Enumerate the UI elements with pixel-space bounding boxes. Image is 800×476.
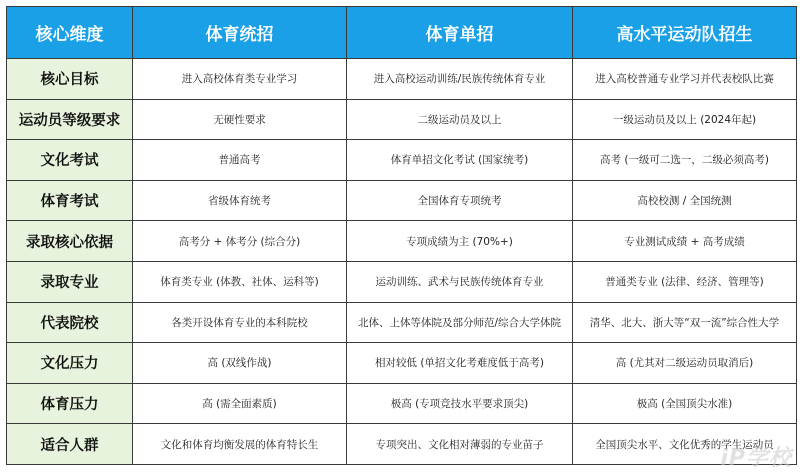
table-cell: 高 (双线作战) <box>133 343 347 384</box>
row-label: 录取专业 <box>7 261 133 302</box>
table-row <box>7 180 797 221</box>
row-label: 文化压力 <box>7 343 133 384</box>
table-cell: 二级运动员及以上 <box>347 99 573 140</box>
row-label: 核心目标 <box>7 59 133 100</box>
table-cell: 极高 (专项竞技水平要求顶尖) <box>347 383 573 424</box>
table-cell: 专业测试成绩 + 高考成绩 <box>573 221 797 262</box>
row-label: 录取核心依据 <box>7 221 133 262</box>
table-cell: 各类开设体育专业的本科院校 <box>133 302 347 343</box>
watermark-logo: iP学校 <box>720 446 792 471</box>
table-row <box>7 302 797 343</box>
table-cell: 省级体育统考 <box>133 180 347 221</box>
table-cell: 体育类专业 (体教、社体、运科等) <box>133 261 347 302</box>
table-row <box>7 424 797 465</box>
table-cell: 一级运动员及以上 (2024年起) <box>573 99 797 140</box>
table-cell: 体育单招文化考试 (国家统考) <box>347 140 573 181</box>
table-row <box>7 140 797 181</box>
table-cell: 文化和体育均衡发展的体育特长生 <box>133 424 347 465</box>
header-cell-high-level: 高水平运动队招生 <box>573 7 797 59</box>
table-cell: 无硬性要求 <box>133 99 347 140</box>
table-row <box>7 343 797 384</box>
table-cell: 高考分 + 体考分 (综合分) <box>133 221 347 262</box>
table-row <box>7 221 797 262</box>
header-cell-unified: 体育统招 <box>133 7 347 59</box>
row-label: 体育考试 <box>7 180 133 221</box>
table-cell: 普通类专业 (法律、经济、管理等) <box>573 261 797 302</box>
table-row <box>7 261 797 302</box>
row-label: 文化考试 <box>7 140 133 181</box>
table-cell: 北体、上体等体院及部分师范/综合大学体院 <box>347 302 573 343</box>
table-row <box>7 383 797 424</box>
table-cell: 进入高校运动训练/民族传统体育专业 <box>347 59 573 100</box>
table-cell: 专项突出、文化相对薄弱的专业苗子 <box>347 424 573 465</box>
table-cell: 全国顶尖水平、文化优秀的学生运动员 <box>573 424 797 465</box>
header-cell-single: 体育单招 <box>347 7 573 59</box>
table-cell: 高考 (一级可二选一，二级必须高考) <box>573 140 797 181</box>
table-row <box>7 99 797 140</box>
comparison-table <box>6 6 797 465</box>
table-cell: 专项成绩为主 (70%+) <box>347 221 573 262</box>
table-cell: 普通高考 <box>133 140 347 181</box>
table-cell: 高 (尤其对二级运动员取消后) <box>573 343 797 384</box>
table-cell: 极高 (全国顶尖水准) <box>573 383 797 424</box>
table-cell: 高 (需全面素质) <box>133 383 347 424</box>
row-label: 代表院校 <box>7 302 133 343</box>
table-cell: 运动训练、武术与民族传统体育专业 <box>347 261 573 302</box>
row-label: 运动员等级要求 <box>7 99 133 140</box>
table-cell: 相对较低 (单招文化考难度低于高考) <box>347 343 573 384</box>
table-cell: 进入高校体育类专业学习 <box>133 59 347 100</box>
header-cell-dimension: 核心维度 <box>7 7 133 59</box>
table-cell: 清华、北大、浙大等“双一流”综合性大学 <box>573 302 797 343</box>
table-cell: 全国体育专项统考 <box>347 180 573 221</box>
row-label: 体育压力 <box>7 383 133 424</box>
table-row <box>7 59 797 100</box>
table-cell: 高校校测 / 全国统测 <box>573 180 797 221</box>
table-cell: 进入高校普通专业学习并代表校队比赛 <box>573 59 797 100</box>
header-row <box>7 7 797 59</box>
row-label: 适合人群 <box>7 424 133 465</box>
